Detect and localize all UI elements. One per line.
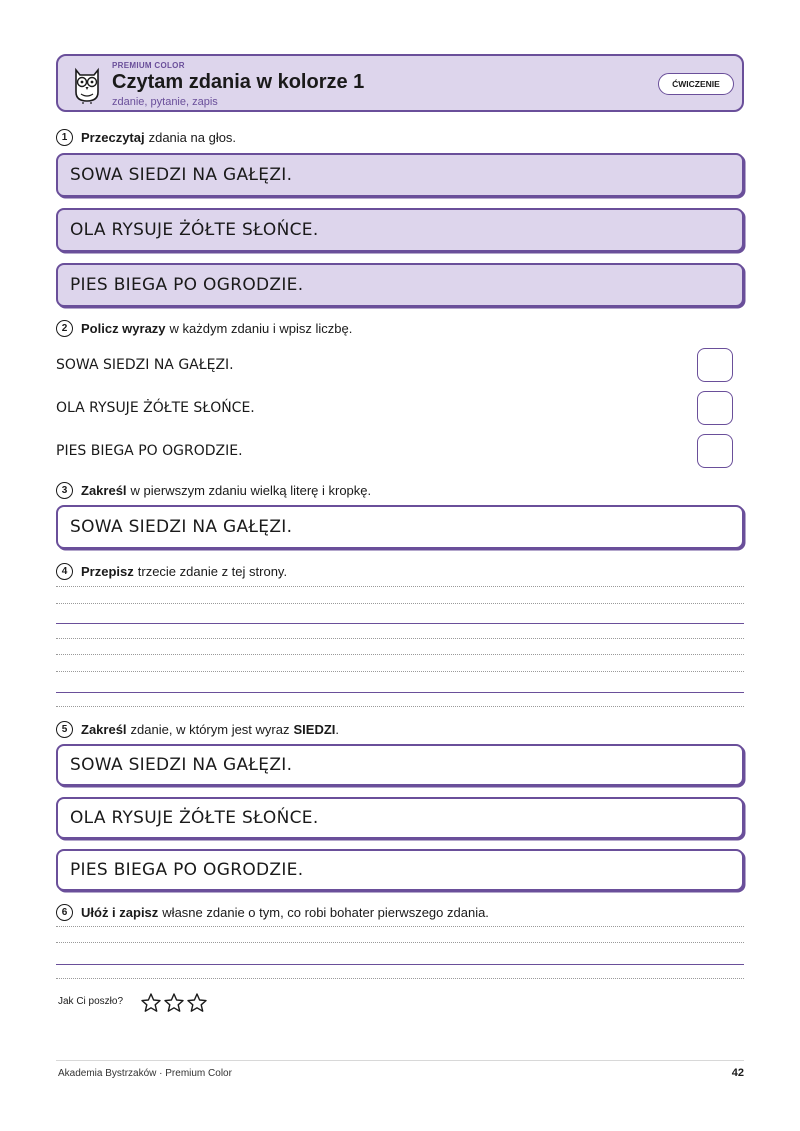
sentence-text: PIES BIEGA PO OGRODZIE.: [70, 860, 304, 880]
task-keyword: Ułóż i zapisz: [81, 905, 159, 920]
task-number: 2: [56, 320, 73, 337]
sentence-text: OLA RYSUJE ŻÓŁTE SŁOŃCE.: [70, 220, 319, 240]
exercise-badge: ĆWICZENIE: [658, 73, 734, 95]
task-keyword-2: SIEDZI: [293, 722, 336, 737]
task-text: trzecie zdanie z tej strony.: [137, 564, 288, 579]
task-keyword: Zakreśl: [81, 722, 127, 737]
writing-line[interactable]: [56, 978, 744, 979]
page-number: 42: [731, 1067, 744, 1079]
task-number: 5: [56, 721, 73, 738]
count-sentence: SOWA SIEDZI NA GAŁĘZI.: [56, 357, 234, 373]
word-count-input[interactable]: [697, 434, 733, 468]
baseline: [56, 964, 744, 965]
lesson-header: [56, 54, 744, 112]
sentence-box[interactable]: [56, 744, 744, 786]
count-sentence: PIES BIEGA PO OGRODZIE.: [56, 443, 243, 459]
count-sentence: OLA RYSUJE ŻÓŁTE SŁOŃCE.: [56, 400, 255, 416]
self-check-stars: [140, 992, 210, 1014]
task-2-instruction: [56, 320, 352, 337]
task-text: własne zdanie o tym, co robi bohater pierwszego zdania.: [162, 905, 489, 920]
baseline: [56, 623, 744, 624]
owl-icon: [70, 64, 104, 104]
header-kicker: PREMIUM COLOR: [112, 61, 185, 70]
sentence-text: PIES BIEGA PO OGRODZIE.: [70, 275, 304, 295]
task-text: zdania na głos.: [148, 130, 237, 145]
word-count-input[interactable]: [697, 348, 733, 382]
sentence-box: [56, 263, 744, 307]
task-6-instruction: [56, 904, 489, 921]
star-icon[interactable]: [165, 994, 183, 1011]
sentence-text: OLA RYSUJE ŻÓŁTE SŁOŃCE.: [70, 808, 319, 828]
baseline: [56, 692, 744, 693]
task-keyword: Policz wyrazy: [81, 321, 166, 336]
task-text-end: .: [335, 722, 340, 737]
self-check-label: Jak Ci poszło?: [58, 996, 124, 1007]
sentence-text: SOWA SIEDZI NA GAŁĘZI.: [70, 165, 293, 185]
task-4-instruction: [56, 563, 287, 580]
task-keyword: Przeczytaj: [81, 130, 145, 145]
writing-line[interactable]: [56, 586, 744, 587]
sentence-box[interactable]: [56, 849, 744, 891]
sentence-box: [56, 208, 744, 252]
task-3-instruction: [56, 482, 371, 499]
task-number: 4: [56, 563, 73, 580]
sentence-box: [56, 153, 744, 197]
writing-line[interactable]: [56, 654, 744, 655]
writing-line[interactable]: [56, 706, 744, 707]
task-number: 1: [56, 129, 73, 146]
writing-line[interactable]: [56, 671, 744, 672]
task-text: w pierwszym zdaniu wielką literę i kropkę.: [130, 483, 372, 498]
task-text: zdanie, w którym jest wyraz: [130, 722, 290, 737]
writing-line[interactable]: [56, 942, 744, 943]
page-title: Czytam zdania w kolorze 1: [112, 71, 365, 93]
sentence-text: SOWA SIEDZI NA GAŁĘZI.: [70, 517, 293, 537]
footer-divider: [56, 1060, 744, 1061]
task-keyword: Przepisz: [81, 564, 134, 579]
writing-line[interactable]: [56, 603, 744, 604]
task-number: 3: [56, 482, 73, 499]
word-count-input[interactable]: [697, 391, 733, 425]
task-1-instruction: [56, 129, 236, 146]
task-5-instruction: [56, 721, 339, 738]
task-number: 6: [56, 904, 73, 921]
sentence-box[interactable]: [56, 505, 744, 549]
page-subtitle: zdanie, pytanie, zapis: [112, 96, 218, 108]
sentence-text: SOWA SIEDZI NA GAŁĘZI.: [70, 755, 293, 775]
footer-text: Akademia Bystrzaków · Premium Color: [58, 1068, 232, 1079]
star-icon[interactable]: [188, 994, 206, 1011]
star-icon[interactable]: [142, 994, 160, 1011]
writing-line[interactable]: [56, 638, 744, 639]
task-text: w każdym zdaniu i wpisz liczbę.: [169, 321, 353, 336]
task-keyword: Zakreśl: [81, 483, 127, 498]
sentence-box[interactable]: [56, 797, 744, 839]
writing-line[interactable]: [56, 926, 744, 927]
